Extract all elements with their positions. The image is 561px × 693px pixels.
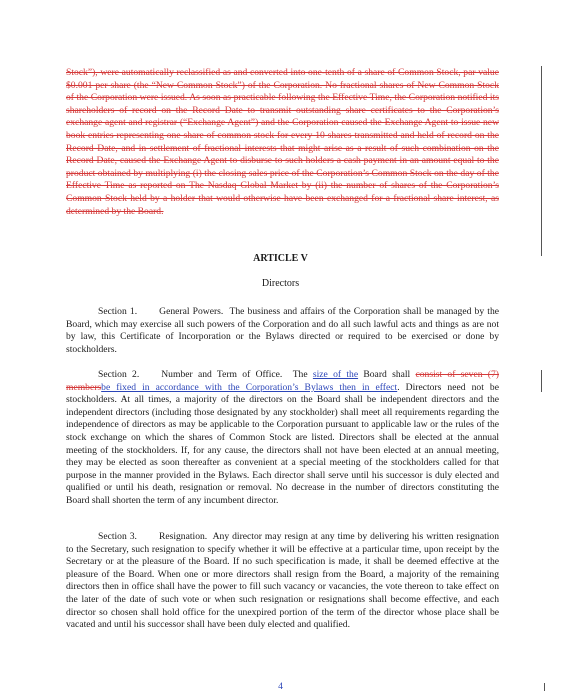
section-2-number: Section 2. [98,369,140,380]
section-3-paragraph [66,531,499,632]
section-3 [66,531,499,632]
deleted-paragraph-block [66,67,499,218]
page-number: 4 [278,681,283,692]
section-2-title: Number and Term of Office. [161,369,283,380]
change-bar-top [541,66,542,256]
section-1-title: General Powers. [159,306,224,317]
deleted-paragraph [66,67,499,218]
section-3-title: Resignation. [158,531,208,542]
section-2-paragraph [66,369,499,508]
section-2 [66,369,499,508]
deleted-text: Stock”), were automatically reclassified as and converted into one-tenth of a share of Common Stock, par value $0.001 per share (the “New Common Stock”) of the Corporation. No fractional shares of New Common Stock of the Corporation were issued. As soon as practicable following the Effective Time, the Corporation notified its shareholders of record on the Record Date to transmit outstanding share certificates to the Corporation’s exchange agent and registrar (“Exchange Agent”) and the Corporation caused the Exchange Agent to issue new book entries representing one share of common stock for every 10 shares transmitted and held of record on the Record Date, and in settlement of fractional interests that might arise as a result of such combination on the Record Date, caused the Exchange Agent to disburse to such holders a cash payment in an amount equal to the product obtained by multiplying (i) the closing sales price of the Corporation’s Common Stock on the day of the Effective Time as reported on The Nasdaq Global Market by (ii) the number of shares of the Corporation’s Common Stock held by a holder that would otherwise have been exchanged for a fractional share interest, as determined by the Board. [66,67,499,217]
inserted-text-size: size of the [312,369,359,380]
section-2-body: . Directors need not be stockholders. At all times, a majority of the directors on the Board shall be independent directors and the independent directors (including those designated by any stockholder) shall meet all requirements regarding the independence of directors as may be applicable to the Corporation pursuant to applicable law or the rules of the stock exchange on which the shares of Common Stock are listed. Directors shall be elected at the annual meeting of the stockholders. If, for any cause, the directors shall not have been elected at an annual meeting, they may be elected as soon thereafter as convenient at a special meeting of the stockholders called for that purpose in the manner provided in the Bylaws. Each director shall serve until his successor is duly elected and qualified or until his death, resignation or removal. No decrease in the number of directors constituting the Board shall shorten the term of any incumbent director. [66,381,499,506]
article-subheading: Directors [261,278,300,289]
article-heading: ARTICLE V [253,253,308,264]
change-bar-section2 [541,370,542,392]
inserted-text-bylaws: be fixed in accordance with the Corporation’s Bylaws then in effect [101,381,398,393]
section-3-number: Section 3. [98,531,137,542]
section-2-middle: Board shall [363,369,411,380]
section-2-lead: The [292,369,308,380]
section-1-number: Section 1. [98,306,138,317]
section-1 [66,306,499,356]
deleted-text-members: consist of seven (7) members [66,369,499,393]
section-1-paragraph [66,306,499,356]
section-3-body: Any director may resign at any time by delivering his written resignation to the Secretary, such resignation to specify whether it will be effective at a particular time, upon receipt by the Secretary or at the pleasure of the Board. If no such specification is made, it shall be deemed effective at the pleasure of the Board. When one or more directors shall resign from the Board, a majority of the remaining directors then in office shall have the power to fill such vacancy or vacancies, the vote thereon to take effect on the later of the date of such vote or when such resignation or resignations shall become effective, and each director so chosen shall hold office for the unexpired portion of the term of the director whose place shall be vacated and until his successor shall have been duly elected and qualified. [66,531,499,631]
section-1-body: The business and affairs of the Corporation shall be managed by the Board, which may exercise all such powers of the Corporation and do all such lawful acts and things as are not by law, this Certificate of Incorporation or the Bylaws directed or required to be exercised or done by stockholders. [66,306,500,355]
corner-mark [544,683,545,691]
